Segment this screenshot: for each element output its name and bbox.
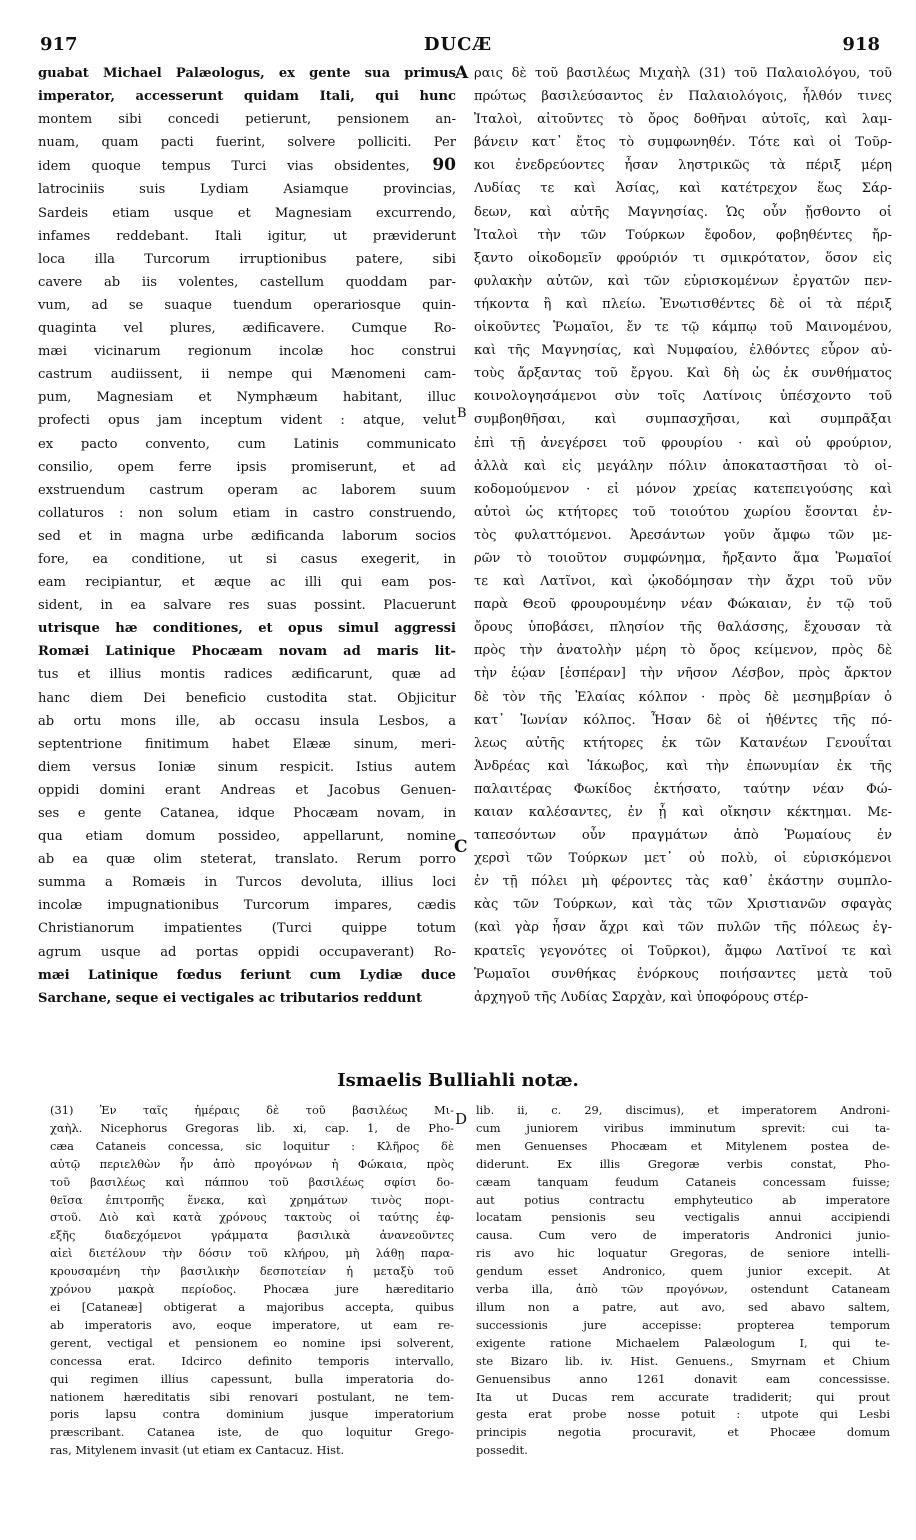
greek-text-line: παλαιτέρας Φωκίδος ἐκτήσατο, ταύτην νέαν Φώ- [474,781,892,797]
greek-text-line: φυλακὴν αὐτῶν, καὶ τῶν εὑρισκομένων ἐργατῶν πεν- [474,273,892,289]
greek-text-line: Ἰταλοὶ τὴν τῶν Τούρκων ἔφοδον, φοβηθέντες ἤρ- [474,227,892,243]
note-text-line: possedit. [476,1443,528,1458]
greek-text-line: Ἰταλοὶ, αἰτοῦντες τὸ ὄρος δοθῆναι αὐτοῖς, καὶ λαμ- [474,112,892,128]
note-text-line: cæam tanquam feudum Cataneis concessam fuisse; [476,1174,890,1189]
note-text-line: ab imperatoris avo, eoque imperatore, ut eam re- [50,1317,454,1332]
note-text-line: χρόνου μακρὰ περίοδος. Phocæa jure hæreditario [50,1282,454,1297]
latin-text-line: exstruendum castrum operam ac laborem suum [38,482,456,498]
greek-text-line: καιαν καλέσαντες, ἐν ᾗ καὶ οἴκησιν κέκτημαι. Με- [474,805,892,820]
running-title: DUCÆ [423,34,493,55]
greek-text-line: ἐν τῇ πόλει μὴ φέροντες τὰς καθ᾽ ἑκάστην συμπλο- [474,874,892,890]
margin-marker-d: D [455,1110,468,1128]
note-text-line: illum non a patre, aut avo, sed abavo saltem, [476,1299,890,1314]
latin-text-line: consilio, opem ferre ipsis promiserunt, et ad [38,459,456,475]
latin-text-line: oppidi domini erant Andreas et Jacobus Genuen- [38,782,456,798]
greek-text-line: κοινολογησάμενοι σὺν τοῖς Λατίνοις ὑπέσχοντο τοῦ [474,389,892,405]
note-text-line: qui regimen illius capessunt, bulla imperatoria do- [50,1371,454,1386]
notes-left-column [50,1102,454,1522]
latin-text-line: castrum audiissent, ii nempe qui Mænomeni cam- [38,367,456,383]
greek-text-line: συμβοηθῆσαι, καὶ συμπασχῆσαι, καὶ συμπρᾶξαι [474,412,892,428]
greek-text-line: ἐπὶ τῇ ἀνεγέρσει τοῦ φρουρίου · καὶ οὐ φρούριον, [474,435,892,451]
latin-text-line: eam recipiantur, et æque ac illi qui eam pos- [38,575,456,591]
latin-text-line: ab ea quæ olim steterat, translato. Rerum porro [38,852,456,868]
notes-right-column [476,1102,890,1522]
note-text-line: cum juniorem viribus imminutum sprevit: cui ta- [476,1120,890,1135]
note-text-line: successionis jure accepisse: propterea temporum [476,1317,890,1332]
greek-text-line: (καὶ γὰρ ἦσαν ἄχρι καὶ τῶν πυλῶν τῆς πόλεως ἐγ- [474,920,892,936]
latin-text-line: septentrione finitimum habet Elææ sinum, meri- [38,736,456,752]
latin-text-line: nuam, quam pacti fuerint, solvere polliciti. Per [38,135,456,151]
latin-text-line: Christianorum impatientes (Turci quippe totum [38,921,456,937]
note-text-line: αὐτῷ περιελθὼν ἦν ἀπὸ προγόνων ἡ Φώκαια, πρὸς [50,1156,454,1171]
note-text-line: στοῦ. Διὸ καὶ κατὰ χρόνους τακτοὺς οἱ ταύτης ἐφ- [50,1210,454,1225]
greek-text-line: τε καὶ Λατῖνοι, καὶ ᾠκοδόμησαν τὴν ἄχρι τοῦ νῦν [474,574,892,590]
latin-text-line: profecti opus jam inceptum vident : atque, velut [38,413,456,429]
latin-text-line: montem sibi concedi petierunt, pensionem an- [38,112,456,128]
greek-text-line: ξαντο οἰκοδομεῖν φρούριόν τι σμικρότατον, ὅσον εἰς [474,250,892,266]
note-text-line: Genuensibus anno 1261 donavit eam concessisse. [476,1371,890,1386]
greek-text-line: κατ᾽ Ἰωνίαν κόλπος. Ἦσαν δὲ οἱ ἡθέντες τῆς πό- [474,712,892,728]
note-text-line: verba illa, ἀπὸ τῶν προγόνων, ostendunt Cataneam [476,1282,890,1297]
note-text-line: lib. ii, c. 29, discimus), et imperatorem Androni- [476,1103,890,1117]
page-number-right: 918 [842,34,880,55]
note-text-line: ris avo hic loquatur Gregoras, de seniore intelli- [476,1246,890,1261]
inline-section-number: 90 [409,155,456,176]
latin-text-line: Sarchane, seque ei vectigales ac tributarios reddunt [38,990,423,1006]
note-text-line: concessa erat. Idcirco definito temporis intervallo, [50,1353,454,1368]
margin-marker-b: B [457,406,467,421]
greek-text-line: Λυδίας τε καὶ Ἀσίας, καὶ κατέτρεχον ἕως Σάρ- [474,181,892,197]
latin-text-line: latrociniis suis Lydiam Asiamque provincias, [38,182,456,198]
latin-text-line: loca illa Turcorum irruptionibus patere, sibi [38,251,456,267]
note-text-line: τοῦ βασιλέως καὶ πάππου τοῦ βασιλέως σφίσι δο- [50,1174,454,1189]
latin-text-line: cavere ab iis volentes, castellum quoddam par- [38,274,456,290]
latin-text-line: infames reddebant. Itali igitur, ut præviderunt [38,228,456,244]
greek-text-line: κρατεῖς γεγονότες οἱ Τοῦρκοι), ἄμφω Λατῖνοί τε καὶ [474,943,892,959]
greek-text-line: τὴν ἑῴαν [ἑσπέραν] τὴν νῆσον Λέσβον, πρὸς ἄρκτον [474,666,892,682]
note-text-line: ei [Cataneæ] obtigerat a majoribus accepta, quibus [50,1299,454,1314]
latin-text-line: diem versus Ioniæ sinum respicit. Istius autem [38,759,456,775]
latin-text-line: qua etiam domum possideo, appellarunt, nomine [38,829,456,845]
note-text-line: gesta erat probe nosse potuit : utpote qui Lesbi [476,1407,890,1422]
latin-text-line: summa a Romæis in Turcos devoluta, illius loci [38,875,456,891]
greek-text-line: δεων, καὶ αὐτῆς Μαγνησίας. Ὡς οὖν ᾔσθοντο οἱ [474,204,892,220]
note-text-line: κρουσαμένη τὴν βασιλικὴν δεσποτείαν ἡ μεταξὺ τοῦ [50,1264,454,1279]
latin-text-line: ex pacto convento, cum Latinis communicato [38,436,456,452]
latin-text-line: ses e gente Catanea, idque Phocæam novam, in [38,806,456,821]
greek-text-line: κοδομούμενον · εἰ μόνον χρείας κατεπειγούσης καὶ [474,481,892,497]
note-text-line: causa. Cum vero de imperatoris Andronici junio- [476,1228,890,1243]
note-text-line: diderunt. Ex illis Gregoræ verbis constat, Pho- [476,1156,890,1171]
note-text-line: εξῆς διαδεχόμενοι γράμματα βασιλικὰ ἀνανεοῦντες [50,1228,454,1243]
note-text-line: ras, Mitylenem invasit (ut etiam ex Cantacuz. Hist. [50,1443,345,1458]
note-text-line: ste Bizaro lib. iv. Hist. Genuens., Smyrnam et Chium [476,1353,890,1368]
greek-text-column [474,62,892,1080]
greek-text-line: χερσὶ τῶν Τούρκων μετ᾽ οὐ πολὺ, οἱ εὑρισκόμενοι [474,851,892,867]
notes-title: Ismaelis Bulliahli notæ. [337,1070,579,1091]
latin-text-line: sident, in ea salvare res suas possint. Placuerunt [38,598,456,614]
note-text-line: nationem hæreditatis sibi renovari postulant, ne tem- [50,1389,454,1404]
latin-text-line: fore, ea conditione, ut si casus exegerit, in [38,551,456,567]
latin-text-line: idem quoque tempus Turci vias obsidentes, 90 [38,155,456,176]
latin-text-line: incolæ impugnationibus Turcorum impares, cædis [38,898,456,914]
margin-marker-c: C [454,837,468,857]
latin-text-line: mæi Latinique fœdus feriunt cum Lydiæ duce [38,967,456,983]
note-text-line: cæa Cataneis concessa, sic loquitur : Κλῆρος δὲ [50,1138,454,1153]
latin-text-line: hanc diem Dei beneficio custodita stat. Objicitur [38,690,456,706]
note-text-line: gendum esset Andronico, quem junior excepit. At [476,1264,890,1279]
latin-text-column [38,62,456,1080]
greek-text-line: Ἀνδρέας καὶ Ἰάκωβος, καὶ τὴν ἐπωνυμίαν ἐκ τῆς [474,758,892,774]
latin-text-line: mæi vicinarum regionum incolæ hoc construi [38,344,456,360]
latin-text-line: imperator, accesserunt quidam Itali, qui hunc [38,89,456,105]
latin-text-line: tus et illius montis radices ædificarunt, quæ ad [38,667,456,683]
note-text-line: aut potius contractu emphyteutico ab imperatore [476,1192,890,1207]
greek-text-line: παρὰ Θεοῦ φρουρουμένην νέαν Φώκαιαν, ἐν τῷ τοῦ [474,597,892,613]
latin-text-line: collaturos : non solum etiam in castro construendo, [38,505,456,521]
greek-text-line: καὶ τῆς Μαγνησίας, καὶ Νυμφαίου, ἐλθόντες εὗρον αὐ- [474,343,892,359]
greek-text-line: ὄρους ὑποβάσει, πλησίον τῆς θαλάσσης, ἔχουσαν τὰ [474,620,892,636]
greek-text-line: τήκοντα ἢ καὶ πλείω. Ἐνωτισθέντες δὲ οἱ τὰ πέριξ [474,296,892,312]
margin-marker-a: A [455,63,469,83]
greek-text-line: ταπεσόντων οὖν πραγμάτων ἀπὸ Ῥωμαίους ἐν [474,828,892,844]
latin-text-line: sed et in magna urbe ædificanda laborum socios [38,528,456,544]
latin-text-line: quaginta vel plures, ædificavere. Cumque Ro- [38,321,456,337]
latin-text-line: guabat Michael Palæologus, ex gente sua primus [38,66,456,81]
latin-text-line: vum, ad se suaque tuendum operariosque quin- [38,297,456,313]
note-text-line: αἰεὶ διετέλουν τὴν δόσιν τοῦ κλήρου, μὴ λάθῃ παρα- [50,1246,454,1261]
latin-text-line: ab ortu mons ille, ab occasu insula Lesbos, a [38,713,456,729]
greek-text-line: οἰκοῦντες Ῥωμαῖοι, ἔν τε τῷ κάμπῳ τοῦ Μαινομένου, [474,320,892,336]
note-text-line: exigente ratione Michaelem Palæologum I, qui te- [476,1335,890,1350]
greek-text-line: τοὺς ἄρξαντας τοῦ ἔργου. Καὶ δὴ ὡς ἐκ συνθήματος [474,366,892,382]
latin-text-line: utrisque hæ conditiones, et opus simul aggressi [38,621,456,637]
greek-text-line: ἀλλὰ καὶ εἰς μεγάλην πόλιν ἀποκαταστῆσαι τὸ οἰ- [474,458,892,474]
greek-text-line: ἀρχηγοῦ τῆς Λυδίας Σαρχὰν, καὶ ὑποφόρους στέρ- [474,989,809,1005]
note-text-line: θεῖσα ἐπιτροπῆς ἕνεκα, καὶ χρημάτων τινὸς πορι- [50,1192,454,1207]
greek-text-line: πρώτως βασιλεύσαντος ἐν Παλαιολόγοις, ἦλθόν τινες [474,89,892,105]
note-text-line: men Genuenses Phocæam et Mitylenem postea de- [476,1138,890,1153]
note-text-line: præscribant. Catanea iste, de quo loquitur Grego- [50,1425,454,1440]
greek-text-line: δὲ τὸν τῆς Ἐλαίας κόλπον · πρὸς δὲ μεσημβρίαν ὁ [474,689,892,705]
greek-text-line: ρῶν τὸ τοιοῦτον συμφώνημα, ἤρξαντο ἅμα Ῥωμαῖοί [474,550,892,566]
note-text-line: locatam pensionis seu vectigalis annui accipiendi [476,1210,890,1225]
latin-text-line: Romæi Latinique Phocæam novam ad maris lit- [38,644,456,660]
greek-text-line: λεως αὐτῆς κτήτορες ἐκ τῶν Κατανέων Γενουΐται [474,735,892,751]
page-number-left: 917 [40,34,78,55]
latin-text-line: agrum usque ad portas oppidi occupaverant) Ro- [38,944,456,960]
note-text-line: principis negotia procuravit, et Phocæe domum [476,1425,890,1440]
note-text-line: gerent, vectigal et pensionem eo nomine ipsi solverent, [50,1335,454,1350]
greek-text-line: βάνειν κατ᾽ ἔτος τὸ συμφωνηθέν. Τότε καὶ οἱ Τοῦρ- [474,135,892,151]
greek-text-line: Ῥωμαῖοι συνθήκας ἐνόρκους ποιήσαντες μετὰ τοῦ [474,966,892,982]
greek-text-line: κὰς τῶν Τούρκων, καὶ τὰς τῶν Χριστιανῶν σφαγὰς [474,897,892,913]
greek-text-line: τὸς φυλαττόμενοι. Ἀρεσάντων γοῦν ἄμφω τῶν με- [474,527,892,543]
note-text-line: poris lapsu contra dominium jusque imperatorium [50,1407,454,1422]
note-text-line: (31) Ἐν ταῖς ἡμέραις δὲ τοῦ βασιλέως Μι- [50,1103,454,1117]
note-text-line: Ita ut Ducas rem accurate tradiderit; qui prout [476,1389,890,1404]
greek-text-line: κοι ἐνεδρεύοντες ἦσαν ληστρικῶς τὰ πέριξ μέρη [474,158,892,174]
latin-text-line: pum, Magnesiam et Nymphæum habitant, illuc [38,390,456,406]
greek-text-line: πρὸς τὴν ἀνατολὴν μέρη τὸ ὄρος κείμενον, πρὸς δὲ [474,643,892,659]
greek-text-line: ραις δὲ τοῦ βασιλέως Μιχαὴλ (31) τοῦ Παλαιολόγου, τοῦ [474,66,892,81]
latin-text-line: Sardeis etiam usque et Magnesiam excurrendo, [38,205,456,221]
greek-text-line: αὐτοὶ ὡς κτήτορες τοῦ τοιούτου χωρίου ἔσονται ἐν- [474,504,892,520]
note-text-line: χαὴλ. Nicephorus Gregoras lib. xi, cap. 1, de Pho- [50,1120,454,1135]
